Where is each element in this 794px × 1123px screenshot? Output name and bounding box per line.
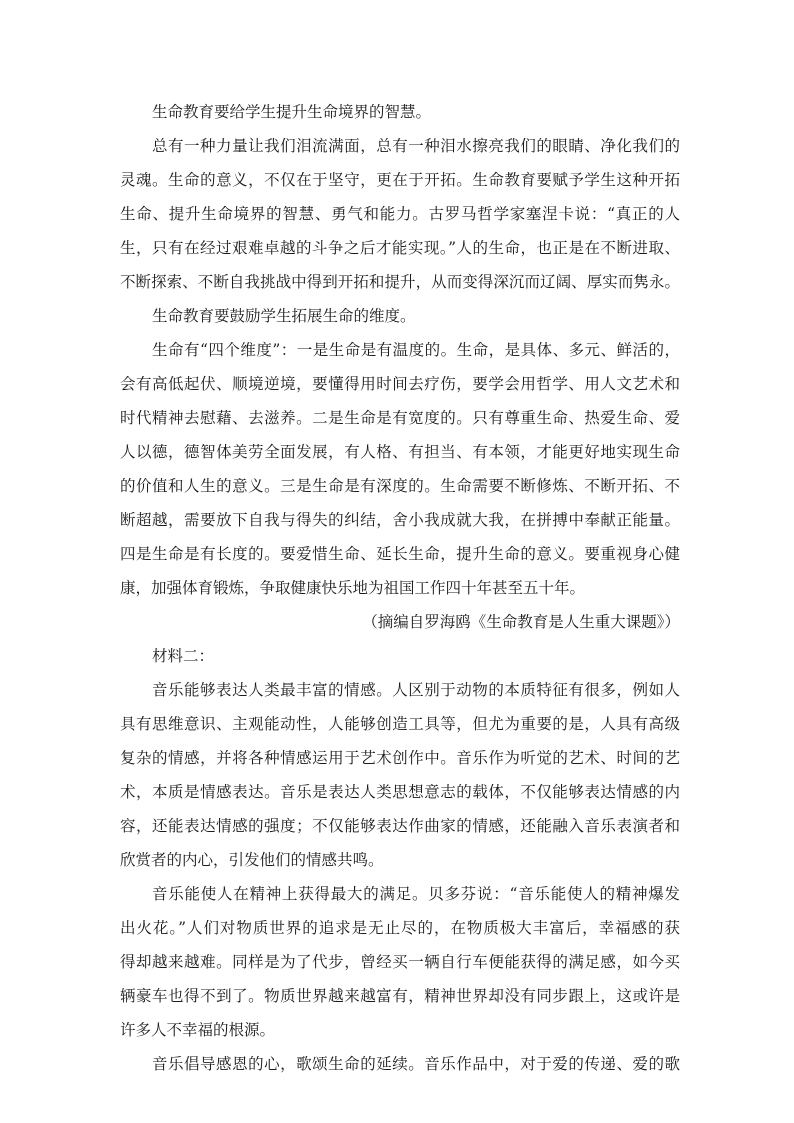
paragraph-line: 生，只有在经过艰难卓越的斗争之后才能实现。”人的生命，也正是在不断进取、 — [120, 239, 680, 257]
source-citation: （摘编自罗海鸥《生命教育是人生重大课题》） — [362, 613, 680, 631]
paragraph-line: 的价值和人生的意义。三是生命是有深度的。生命需要不断修炼、不断开拓、不 — [120, 477, 680, 495]
paragraph-line: 四是生命是有长度的。要爱惜生命、延长生命，提升生命的意义。要重视身心健 — [120, 545, 680, 563]
paragraph-line: 生命、提升生命境界的智慧、勇气和能力。古罗马哲学家塞涅卡说：“真正的人 — [120, 205, 680, 223]
paragraph-line: 得却越来越难。同样是为了代步，曾经买一辆自行车便能获得的满足感，如今买 — [120, 953, 680, 971]
section-heading-enlighten: 生命教育要给学生提升生命境界的智慧。 — [152, 103, 432, 121]
article-body — [120, 95, 680, 1081]
paragraph-line: 许多人不幸福的根源。 — [120, 1021, 276, 1039]
paragraph-line: 具有思维意识、主观能动性，人能够创造工具等，但尤为重要的是，人具有高级 — [120, 715, 680, 733]
paragraph-line: 音乐倡导感恩的心，歌颂生命的延续。音乐作品中，对于爱的传递、爱的歌 — [152, 1055, 680, 1073]
paragraph-line: 断超越，需要放下自我与得失的纠结，舍小我成就大我，在拼搏中奉献正能量。 — [120, 511, 680, 529]
paragraph-line: 人以德，德智体美劳全面发展，有人格、有担当、有本领，才能更好地实现生命 — [120, 443, 680, 461]
paragraph-line: 容，还能表达情感的强度；不仅能够表达作曲家的情感，还能融入音乐表演者和 — [120, 817, 680, 835]
paragraph-line: 术，本质是情感表达。音乐是表达人类思想意志的载体，不仅能够表达情感的内 — [120, 783, 680, 801]
paragraph-line: 辆豪车也得不到了。物质世界越来越富有，精神世界却没有同步跟上，这或许是 — [120, 987, 680, 1005]
paragraph-line: 复杂的情感，并将各种情感运用于艺术创作中。音乐作为听觉的艺术、时间的艺 — [120, 749, 680, 767]
paragraph-line: 康，加强体育锻炼，争取健康快乐地为祖国工作四十年甚至五十年。 — [120, 579, 586, 597]
section-heading-dimensions: 生命教育要鼓励学生拓展生命的维度。 — [152, 307, 416, 325]
paragraph-line: 时代精神去慰藉、去滋养。二是生命是有宽度的。只有尊重生命、热爱生命、爱 — [120, 409, 680, 427]
paragraph-line: 音乐能使人在精神上获得最大的满足。贝多芬说：“音乐能使人的精神爆发 — [152, 885, 680, 903]
paragraph-line: 灵魂。生命的意义，不仅在于坚守，更在于开拓。生命教育要赋予学生这种开拓 — [120, 171, 680, 189]
paragraph-line: 音乐能够表达人类最丰富的情感。人区别于动物的本质特征有很多，例如人 — [152, 681, 680, 699]
paragraph-line: 出火花。”人们对物质世界的追求是无止尽的，在物质极大丰富后，幸福感的获 — [120, 919, 680, 937]
paragraph-line: 欣赏者的内心，引发他们的情感共鸣。 — [120, 851, 384, 869]
material-two-heading: 材料二： — [152, 647, 215, 665]
paragraph-line: 不断探索、不断自我挑战中得到开拓和提升，从而变得深沉而辽阔、厚实而隽永。 — [120, 273, 680, 291]
paragraph-line: 总有一种力量让我们泪流满面，总有一种泪水擦亮我们的眼睛、净化我们的 — [152, 137, 680, 155]
paragraph-line: 生命有“四个维度”：一是生命是有温度的。生命，是具体、多元、鲜活的， — [152, 341, 680, 359]
paragraph-line: 会有高低起伏、顺境逆境，要懂得用时间去疗伤，要学会用哲学、用人文艺术和 — [120, 375, 680, 393]
